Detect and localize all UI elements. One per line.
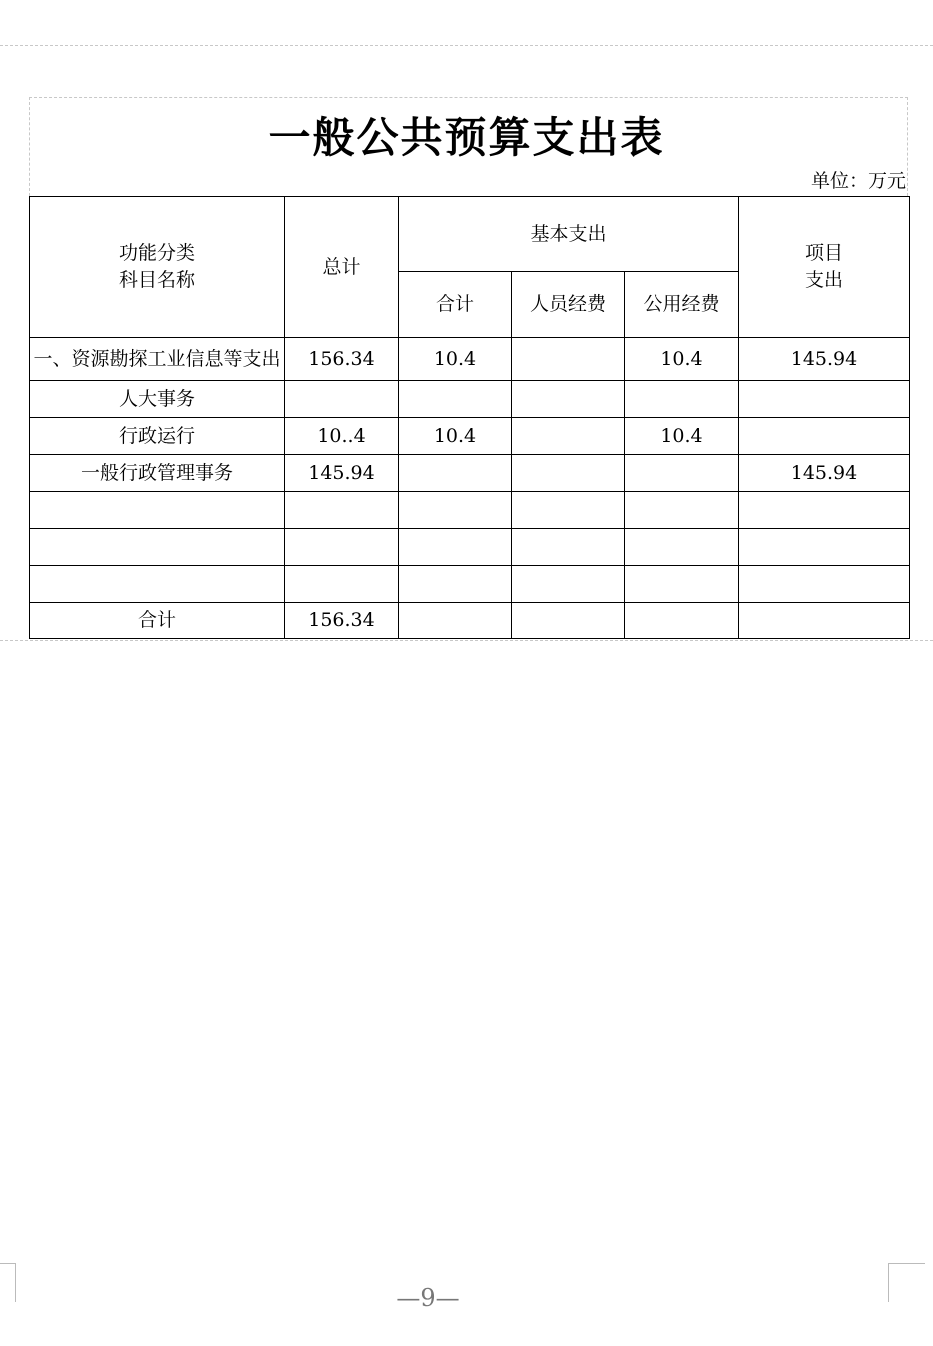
budget-expenditure-table bbox=[29, 196, 910, 639]
page-corner-mark-right bbox=[888, 1263, 925, 1302]
header-category-line2: 科目名称 bbox=[118, 269, 195, 291]
row-name: 一、资源勘探工业信息等支出 bbox=[30, 338, 285, 381]
total-row-public bbox=[625, 603, 739, 639]
table-row bbox=[30, 381, 910, 418]
row-name bbox=[30, 492, 285, 529]
header-personnel: 人员经费 bbox=[512, 272, 625, 338]
table-row bbox=[30, 455, 910, 492]
row-public bbox=[625, 455, 739, 492]
row-total bbox=[285, 566, 399, 603]
row-basic-subtotal bbox=[399, 381, 512, 418]
row-personnel bbox=[512, 566, 625, 603]
total-row-basic-subtotal bbox=[399, 603, 512, 639]
row-project: 145.94 bbox=[739, 338, 910, 381]
row-personnel bbox=[512, 492, 625, 529]
row-public: 10.4 bbox=[625, 418, 739, 455]
row-name bbox=[30, 566, 285, 603]
header-project-line2: 支出 bbox=[804, 269, 843, 291]
total-row bbox=[30, 603, 910, 639]
header-project bbox=[739, 197, 910, 338]
header-public: 公用经费 bbox=[625, 272, 739, 338]
table-row bbox=[30, 566, 910, 603]
total-row-total: 156.34 bbox=[285, 603, 399, 639]
row-public bbox=[625, 492, 739, 529]
row-total bbox=[285, 381, 399, 418]
row-total bbox=[285, 492, 399, 529]
header-total: 总计 bbox=[285, 197, 399, 338]
table-row bbox=[30, 338, 910, 381]
row-project bbox=[739, 381, 910, 418]
row-public bbox=[625, 566, 739, 603]
total-row-personnel bbox=[512, 603, 625, 639]
header-basic-subtotal: 合计 bbox=[399, 272, 512, 338]
row-basic-subtotal: 10.4 bbox=[399, 418, 512, 455]
row-basic-subtotal bbox=[399, 566, 512, 603]
row-name: 一般行政管理事务 bbox=[30, 455, 285, 492]
page-top-margin-line bbox=[0, 45, 933, 46]
total-row-project bbox=[739, 603, 910, 639]
page-section-break-line bbox=[0, 640, 933, 641]
header-project-line1: 项目 bbox=[804, 242, 843, 264]
header-category bbox=[30, 197, 285, 338]
row-name bbox=[30, 529, 285, 566]
row-basic-subtotal bbox=[399, 529, 512, 566]
header-category-line1: 功能分类 bbox=[118, 242, 195, 264]
row-public bbox=[625, 381, 739, 418]
row-basic-subtotal bbox=[399, 492, 512, 529]
row-total bbox=[285, 529, 399, 566]
row-personnel bbox=[512, 418, 625, 455]
row-personnel bbox=[512, 338, 625, 381]
row-basic-subtotal bbox=[399, 455, 512, 492]
row-name: 人大事务 bbox=[30, 381, 285, 418]
row-personnel bbox=[512, 529, 625, 566]
total-row-label: 合计 bbox=[30, 603, 285, 639]
document-title: 一般公共预算支出表 bbox=[268, 113, 665, 162]
row-personnel bbox=[512, 381, 625, 418]
row-project bbox=[739, 566, 910, 603]
row-total: 145.94 bbox=[285, 455, 399, 492]
page-number: —9— bbox=[396, 1284, 460, 1312]
row-basic-subtotal: 10.4 bbox=[399, 338, 512, 381]
header-basic-expenditure: 基本支出 bbox=[399, 197, 739, 272]
table-row bbox=[30, 529, 910, 566]
unit-label: 单位：万元 bbox=[810, 170, 906, 192]
row-project: 145.94 bbox=[739, 455, 910, 492]
row-project bbox=[739, 529, 910, 566]
table-row bbox=[30, 492, 910, 529]
row-personnel bbox=[512, 455, 625, 492]
table-row bbox=[30, 418, 910, 455]
row-project bbox=[739, 418, 910, 455]
row-total: 10..4 bbox=[285, 418, 399, 455]
row-public bbox=[625, 529, 739, 566]
row-project bbox=[739, 492, 910, 529]
row-public: 10.4 bbox=[625, 338, 739, 381]
row-name: 行政运行 bbox=[30, 418, 285, 455]
row-total: 156.34 bbox=[285, 338, 399, 381]
